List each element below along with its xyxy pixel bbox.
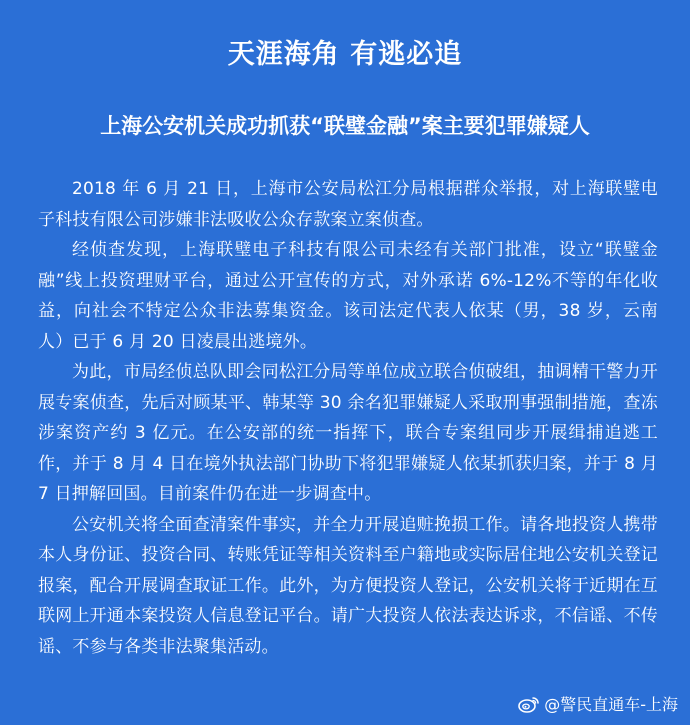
paragraph-case-filed: 2018 年 6 月 21 日，上海市公安局松江分局根据群众举报，对上海联璧电子科技有限公司涉嫌非法吸收公众存款案立案侦查。 [38,179,658,230]
page-subtitle: 上海公安机关成功抓获“联璧金融”案主要犯罪嫌疑人 [100,114,590,138]
paragraph-arrest: 为此，市局经侦总队即会同松江分局等单位成立联合侦破组，抽调精干警力开展专案侦查，先后对顾某平、韩某等 30 余名犯罪嫌疑人采取刑事强制措施，查冻涉案资产约 3 亿元。在公安部的统一指挥下，联合专案组同步开展缉捕追逃工作，并于 8 月 4 日在境外执法部门协助下将犯罪嫌疑人依某抓获归案，并于 8 月 7 日押解回国。目前案件仍在进一步调查中。 [38,362,658,504]
weibo-icon [518,695,540,713]
article-body [38,174,658,662]
page-title: 天涯海角 有逃必追 [227,39,463,70]
paragraph-investigation-findings: 经侦查发现，上海联璧电子科技有限公司未经有关部门批准，设立“联璧金融”线上投资理财平台，通过公开宣传的方式，对外承诺 6%-12%不等的年化收益，向社会不特定公众非法募集资金。该司法定代表人依某（男，38 岁，云南人）已于 6 月 20 日凌晨出逃境外。 [38,240,658,352]
watermark [518,692,678,715]
paragraph-investor-notice: 公安机关将全面查清案件事实，并全力开展追赃挽损工作。请各地投资人携带本人身份证、投资合同、转账凭证等相关资料至户籍地或实际居住地公安机关登记报案，配合开展调查取证工作。此外，为方便投资人登记，公安机关将于近期在互联网上开通本案投资人信息登记平台。请广大投资人依法表达诉求，不信谣、不传谣、不参与各类非法聚集活动。 [38,514,658,657]
watermark-text: @警民直通车-上海 [544,695,678,714]
